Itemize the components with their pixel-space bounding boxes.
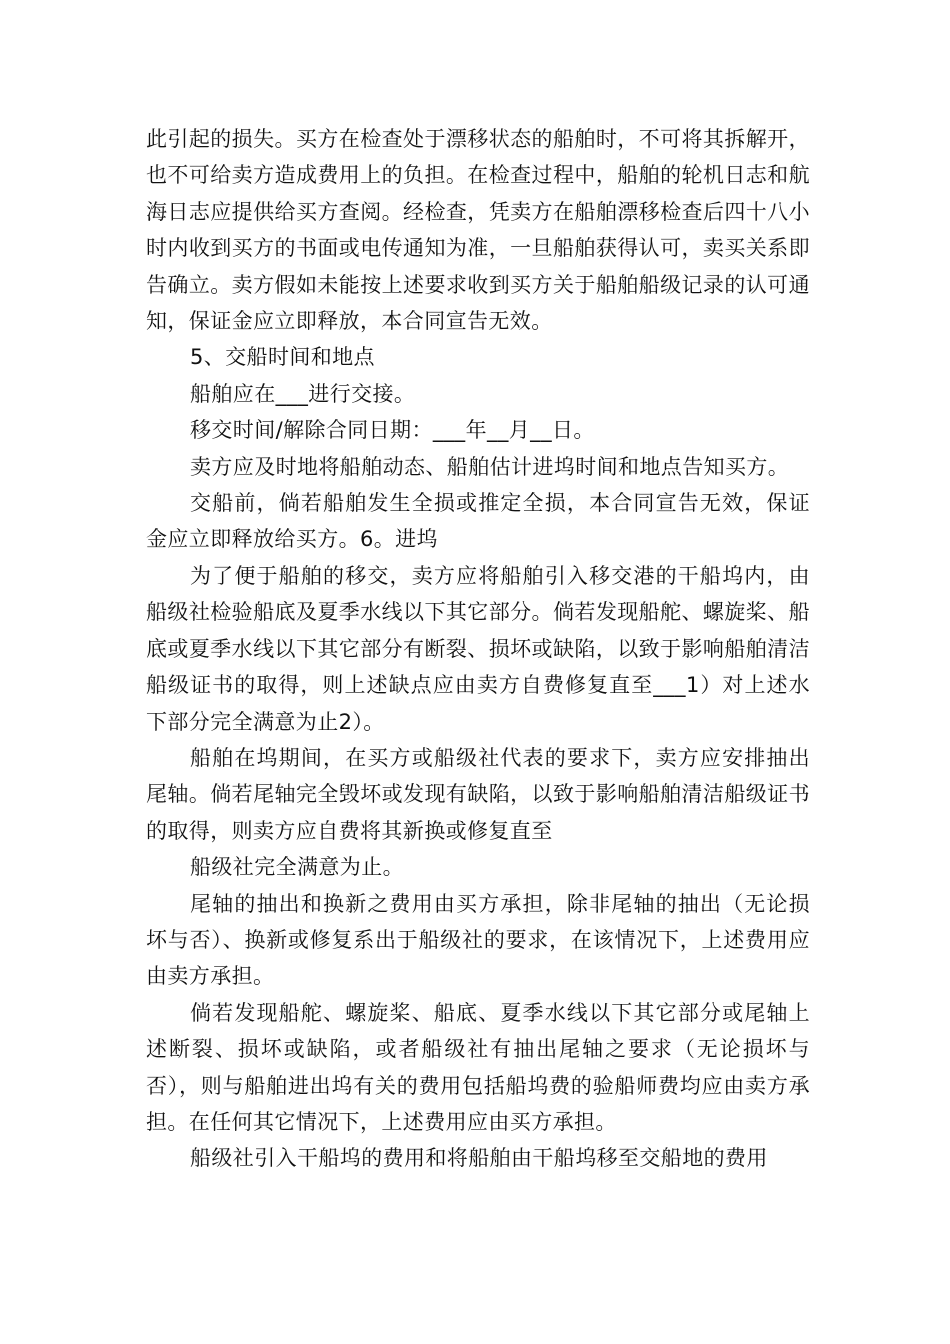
paragraph-dock-transfer-cost: 船级社引入干船坞的费用和将船舶由干船坞移至交船地的费用 xyxy=(190,1146,768,1171)
paragraph-tailshaft: 船舶在坞期间，在买方或船级社代表的要求下，卖方应安排抽出尾轴。倘若尾轴完全毁坏或发现有缺陷，以致于影响船舶清洁船级证书的取得，则卖方应自费将其新换或修复直至 xyxy=(146,745,810,843)
paragraph-delivery-place: 船舶应在___进行交接。 xyxy=(190,381,416,406)
paragraph-tailshaft-cost: 尾轴的抽出和换新之费用由买方承担，除非尾轴的抽出（无论损坏与否）、换新或修复系出于船级社的要求，在该情况下，上述费用应由卖方承担。 xyxy=(146,891,810,989)
paragraph-total-loss: 交船前，倘若船舶发生全损或推定全损，本合同宣告无效，保证金应立即释放给买方。6。进坞 xyxy=(146,491,810,552)
paragraph-dock-fees: 倘若发现船舵、螺旋桨、船底、夏季水线以下其它部分或尾轴上述断裂、损坏或缺陷，或者船级社有抽出尾轴之要求（无论损坏与否），则与船舶进出坞有关的费用包括船坞费的验船师费均应由卖方承担。在任何其它情况下，上述费用应由买方承担。 xyxy=(146,1000,810,1134)
document-body xyxy=(146,121,810,1177)
paragraph-continuation: 此引起的损失。买方在检查处于漂移状态的船舶时，不可将其拆解开，也不可给卖方造成费用上的负担。在检查过程中，船舶的轮机日志和航海日志应提供给买方查阅。经检查，凭卖方在船舶漂移检查后四十八小时内收到买方的书面或电传通知为准，一旦船舶获得认可，卖买关系即告确立。卖方假如未能按上述要求收到买方关于船舶船级记录的认可通知，保证金应立即释放，本合同宣告无效。 xyxy=(146,127,810,334)
paragraph-drydocking: 为了便于船舶的移交，卖方应将船舶引入移交港的干船坞内，由船级社检验船底及夏季水线以下其它部分。倘若发现船舵、螺旋桨、船底或夏季水线以下其它部分有断裂、损坏或缺陷，以致于影响船舶清洁船级证书的取得，则上述缺点应由卖方自费修复直至___1）对上述水下部分完全满意为止2）。 xyxy=(146,563,810,734)
section-heading-delivery: 5、交船时间和地点 xyxy=(190,345,375,370)
paragraph-delivery-date: 移交时间/解除合同日期：___年__月__日。 xyxy=(190,418,595,443)
paragraph-notify-buyer: 卖方应及时地将船舶动态、船舶估计进坞时间和地点告知买方。 xyxy=(190,454,790,479)
paragraph-class-satisfied: 船级社完全满意为止。 xyxy=(190,855,404,880)
